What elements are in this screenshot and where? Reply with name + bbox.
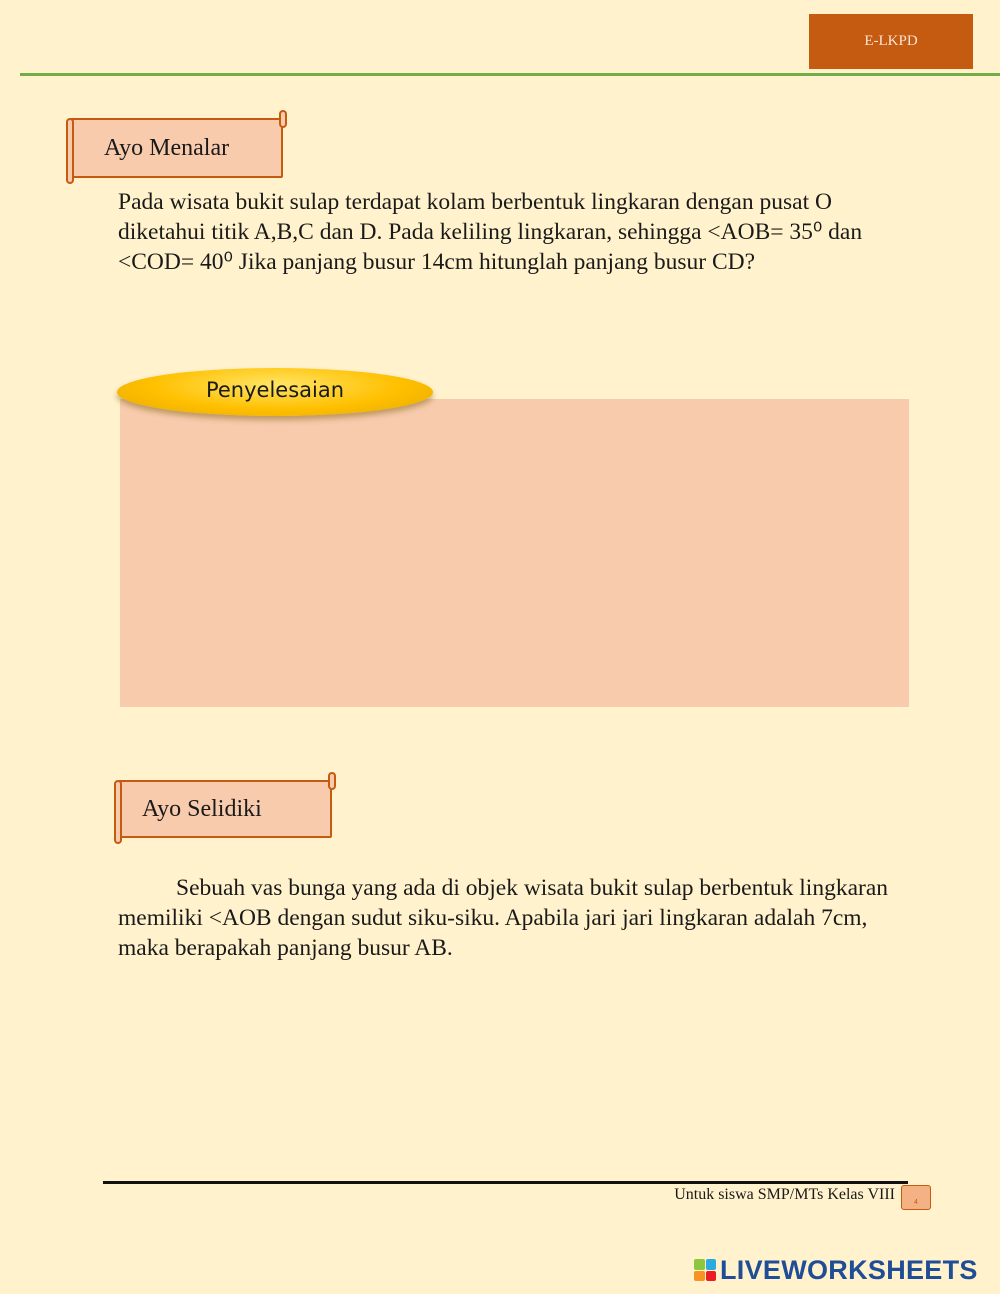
- liveworksheets-logo-icon: [694, 1259, 716, 1281]
- reasoning-problem-text: Pada wisata bukit sulap terdapat kolam berbentuk lingkaran dengan pusat O diketahui titik A,B,C dan D. Pada keliling lingkaran, sehingga <AOB= 35⁰ dan <COD= 40⁰ Jika panjang busur 14cm hitunglah panjang busur CD?: [118, 189, 863, 275]
- ayo-menalar-banner: [70, 118, 283, 178]
- header-tab-label: E-LKPD: [864, 33, 918, 49]
- liveworksheets-brand[interactable]: [694, 1255, 978, 1285]
- investigate-problem-text: Sebuah vas bunga yang ada di objek wisata bukit sulap berbentuk lingkaran memiliki <AOB dengan sudut siku-siku. Apabila jari jari lingkaran adalah 7cm, maka berapakah panjang busur AB.: [118, 875, 888, 961]
- ayo-menalar-title: Ayo Menalar: [104, 134, 230, 161]
- page-number: 4: [914, 1199, 918, 1206]
- page-number-badge: [901, 1185, 931, 1210]
- solution-label: Penyelesaian: [205, 378, 345, 402]
- scroll-curl-left: [114, 780, 122, 844]
- liveworksheets-wordmark: LIVEWORKSHEETS: [720, 1254, 978, 1285]
- solution-label-oval: [117, 368, 433, 416]
- logo-cell: [694, 1259, 705, 1270]
- footer-caption: Untuk siswa SMP/MTs Kelas VIII: [674, 1186, 895, 1203]
- solution-answer-box[interactable]: [120, 399, 909, 707]
- logo-cell: [694, 1271, 705, 1282]
- ayo-selidiki-banner: [118, 780, 332, 838]
- ayo-selidiki-title: Ayo Selidiki: [142, 795, 262, 822]
- scroll-curl-left: [66, 118, 74, 184]
- scroll-curl-right: [279, 110, 287, 128]
- logo-cell: [706, 1259, 717, 1270]
- header-tab: [809, 14, 973, 69]
- logo-cell: [706, 1271, 717, 1282]
- footer-divider: [103, 1181, 908, 1184]
- header-divider: [20, 73, 1000, 76]
- scroll-curl-right: [328, 772, 336, 790]
